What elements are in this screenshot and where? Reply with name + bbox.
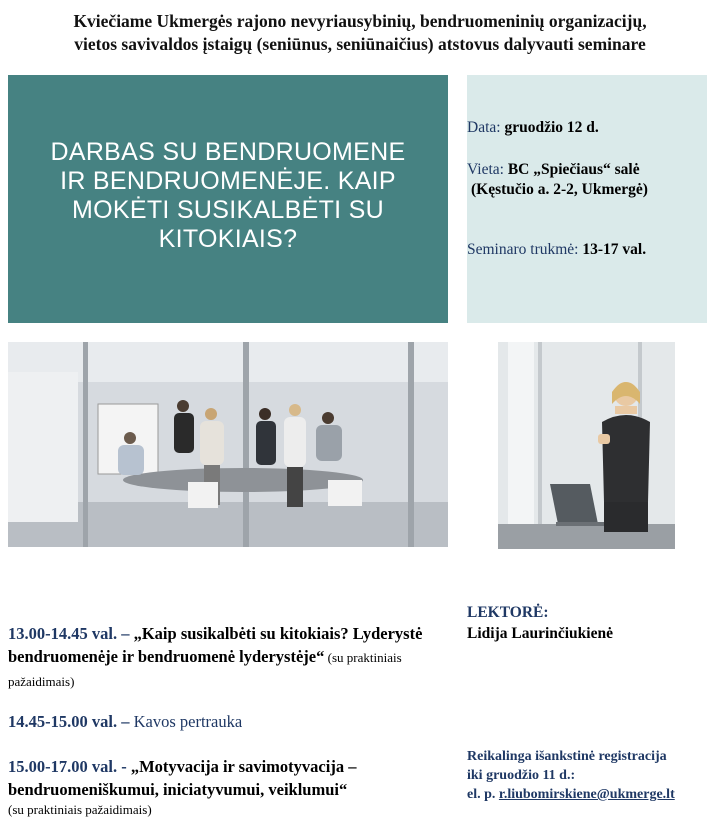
place-address-row xyxy=(471,180,648,200)
meeting-room-photo xyxy=(8,342,448,547)
date-row xyxy=(467,118,599,138)
place-address: (Kęstučio a. 2-2, Ukmergė) xyxy=(471,181,648,198)
duration-value: 13-17 val. xyxy=(582,241,647,258)
registration-block xyxy=(467,747,675,804)
email-link[interactable]: r.liubomirskiene@ukmerge.lt xyxy=(498,787,675,802)
registration-email-row xyxy=(467,785,675,804)
registration-line-1: Reikalinga išankstinė registracija xyxy=(467,749,667,764)
place-label: Vieta: xyxy=(467,161,508,178)
date-label: Data: xyxy=(467,119,505,136)
lecturer-label: LEKTORĖ: xyxy=(467,604,549,621)
intro-line-1: Kviečiame Ukmergės rajono nevyriausybinių, bendruomeninių organizacijų, xyxy=(73,11,647,31)
businesswoman-photo xyxy=(498,342,675,549)
place-value: BC „Spiečiaus“ salė xyxy=(507,161,640,178)
place-row xyxy=(467,160,640,180)
schedule-title: „Motyvacija ir savimotyvacija – bendruomeniškumui, iniciatyvumui, veiklumui“ xyxy=(8,757,357,799)
schedule-note: (su praktiniais pažaidimais) xyxy=(8,650,402,689)
schedule-separator: - xyxy=(117,757,131,776)
title-banner xyxy=(8,75,448,323)
schedule-title: Kavos pertrauka xyxy=(133,712,243,731)
date-value: gruodžio 12 d. xyxy=(504,119,599,136)
schedule-item xyxy=(8,622,438,693)
intro-heading xyxy=(0,10,720,56)
schedule-time: 14.45-15.00 val. xyxy=(8,712,118,731)
lecturer-block xyxy=(467,602,613,644)
schedule-time: 15.00-17.00 val. xyxy=(8,757,118,776)
registration-line-2: iki gruodžio 11 d.: xyxy=(467,768,576,783)
info-box xyxy=(467,75,707,323)
schedule-separator: – xyxy=(117,624,134,643)
schedule-separator: – xyxy=(117,712,134,731)
duration-label: Seminaro trukmė: xyxy=(467,241,583,258)
duration-row xyxy=(467,240,646,260)
schedule-item xyxy=(8,710,438,733)
lecturer-name: Lidija Laurinčiukienė xyxy=(467,625,613,642)
schedule-note: (su praktiniais pažaidimais) xyxy=(8,802,152,817)
seminar-title: DARBAS SU BENDRUOMENE IR BENDRUOMENĖJE. KAIP MOKĖTI SUSIKALBĖTI SU KITOKIAIS? xyxy=(50,138,406,253)
intro-line-2: vietos savivaldos įstaigų (seniūnus, seniūnaičius) atstovus dalyvauti seminare xyxy=(74,34,646,54)
email-label: el. p. xyxy=(467,787,499,802)
schedule-title: „Kaip susikalbėti su kitokiais? Lyderystė bendruomenėje ir bendruomenė lyderystėje“ xyxy=(8,624,423,666)
schedule-item xyxy=(8,755,438,819)
schedule-time: 13.00-14.45 val. xyxy=(8,624,118,643)
